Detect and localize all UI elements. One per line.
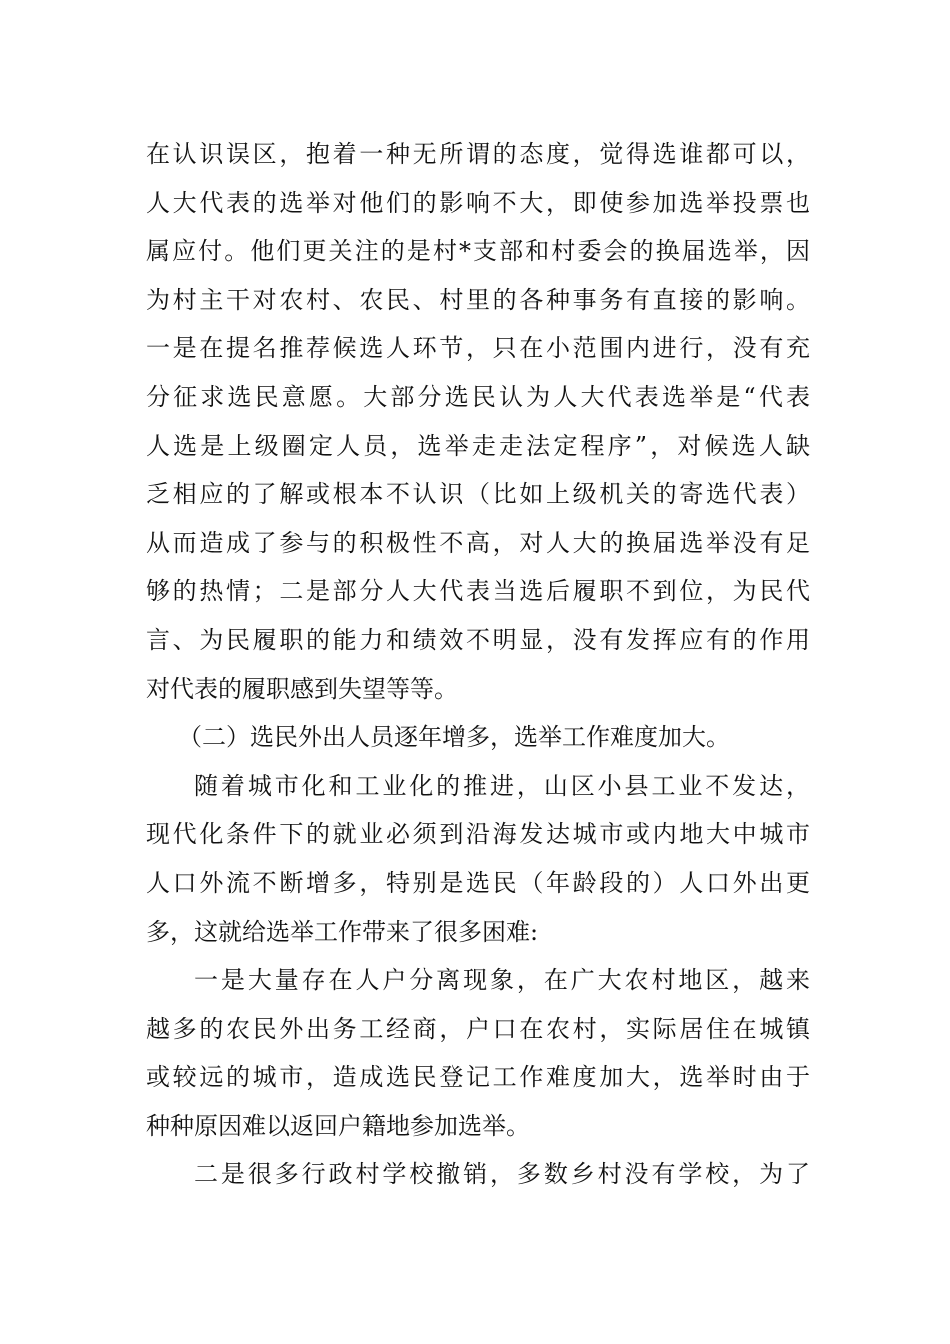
text-line: 多，这就给选举工作带来了很多困难: — [146, 917, 539, 946]
text-line: 人口外流不断增多，特别是选民（年龄段的）人口外出更 — [146, 868, 810, 897]
text-line: 人选是上级圈定人员，选举走走法定程序”，对候选人缺 — [146, 431, 810, 460]
text-line: 对代表的履职感到失望等等。 — [146, 674, 458, 703]
text-line: 越多的农民外出务工经商，户口在农村，实际居住在城镇 — [146, 1014, 810, 1043]
text-line: 言、为民履职的能力和绩效不明显，没有发挥应有的作用 — [146, 625, 810, 654]
text-line: 在认识误区，抱着一种无所谓的态度，觉得选谁都可以， — [146, 140, 810, 168]
text-line: 分征求选民意愿。大部分选民认为人大代表选举是“代表 — [146, 382, 810, 411]
text-line: 从而造成了参与的积极性不高，对人大的换届选举没有足 — [146, 528, 810, 557]
text-line: 为村主干对农村、农民、村里的各种事务有直接的影响。 — [146, 285, 810, 314]
text-line: 二是很多行政村学校撤销，多数乡村没有学校，为了 — [194, 1160, 810, 1189]
text-line: 一是在提名推荐候选人环节，只在小范围内进行，没有充 — [146, 334, 810, 363]
text-line: 属应付。他们更关注的是村*支部和村委会的换届选举，因 — [146, 237, 810, 266]
section-heading: （二）选民外出人员逐年增多，选举工作难度加大。 — [178, 723, 730, 752]
text-line: 一是大量存在人户分离现象，在广大农村地区，越来 — [194, 966, 810, 995]
text-line: 种种原因难以返回户籍地参加选举。 — [146, 1111, 530, 1140]
text-line: 人大代表的选举对他们的影响不大，即使参加选举投票也 — [146, 188, 810, 217]
text-line: 乏相应的了解或根本不认识（比如上级机关的寄选代表） — [146, 480, 810, 509]
text-line: 或较远的城市，造成选民登记工作难度加大，选举时由于 — [146, 1063, 810, 1092]
body-text — [146, 130, 810, 1199]
text-line: 现代化条件下的就业必须到沿海发达城市或内地大中城市 — [146, 820, 810, 849]
text-line: 够的热情；二是部分人大代表当选后履职不到位，为民代 — [146, 577, 810, 606]
text-line: 随着城市化和工业化的推进，山区小县工业不发达， — [194, 771, 810, 800]
